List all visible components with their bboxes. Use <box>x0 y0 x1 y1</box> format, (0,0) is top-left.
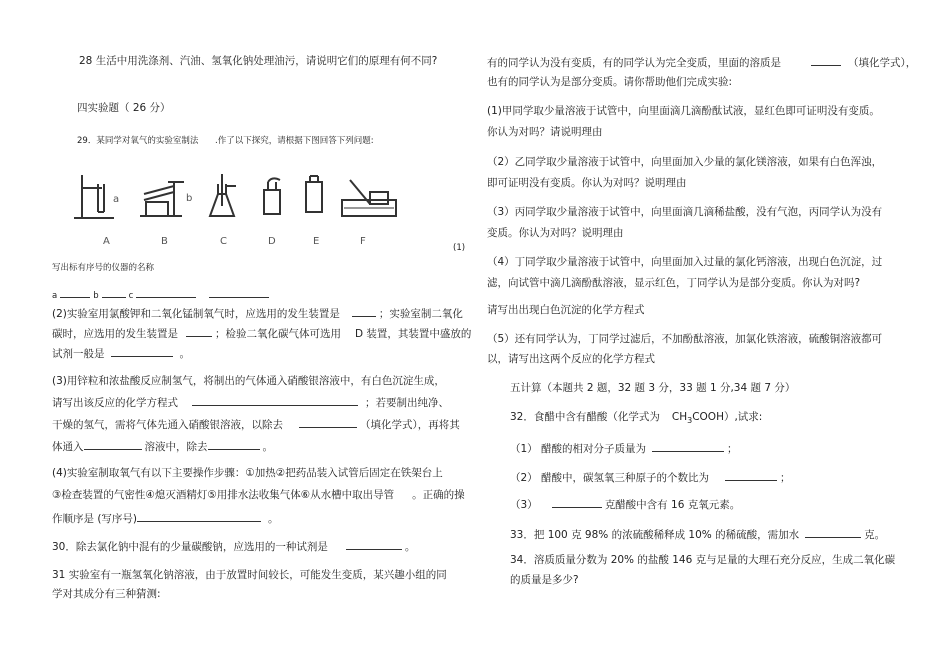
apparatus-label-d: D <box>268 236 276 247</box>
apparatus-small-label-a: a <box>113 194 120 205</box>
sub-question-1-mark: (1) <box>453 243 466 253</box>
answer-blank[interactable] <box>299 416 357 428</box>
apparatus-label-a: A <box>103 236 110 247</box>
sub-question-4-line2: ③检查装置的气密性④熄灭酒精灯⑤用排水法收集气体⑥从水槽中取出导管 。正确的操 <box>52 489 465 501</box>
question-30: 30．除去氯化钠中混有的少量碳酸钠，应选用的一种试剂是 。 <box>52 538 415 554</box>
part-4-line3: 请写出出现白色沉淀的化学方程式 <box>487 304 645 316</box>
sub-question-1-text: 写出标有序号的仪器的名称 <box>52 263 155 273</box>
answer-blank[interactable] <box>725 469 777 481</box>
apparatus-label-c: C <box>220 236 227 247</box>
apparatus-label-f: F <box>360 236 366 247</box>
question-29-part2: .作了以下探究，请根据下图回答下列问题: <box>215 136 374 146</box>
question-32: 32．食醋中含有醋酸（化学式为 $CH_3COOH$）,试求: <box>510 411 763 426</box>
answer-blank[interactable] <box>136 286 196 298</box>
apparatus-b-heating <box>140 182 184 216</box>
apparatus-f-trough <box>342 180 396 216</box>
part-5-line1: （5）还有同学认为，丁同学过滤后，不加酚酞溶液，加氯化铁溶液，硫酸铜溶液都可 <box>487 333 883 345</box>
answer-blank[interactable] <box>209 286 269 298</box>
question-32-part1: （1） 醋酸的相对分子质量为 ； <box>510 440 738 456</box>
answer-blank[interactable] <box>805 526 861 538</box>
part-4-line1: （4）丁同学取少量溶液于试管中，向里面加入过量的氯化钙溶液，出现白色沉淀，过 <box>487 256 883 268</box>
answer-blank[interactable] <box>60 286 90 298</box>
apparatus-d-bottle <box>264 178 280 214</box>
answer-blank[interactable] <box>346 538 402 550</box>
question-28: 28 生活中用洗涤剂、汽油、氢氧化钠处理油污，请说明它们的原理有何不同? <box>79 55 438 67</box>
answer-blank[interactable] <box>811 54 841 66</box>
question-33: 33．把 100 克 98% 的浓硫酸稀释成 10% 的稀硫酸，需加水 克。 <box>510 526 885 542</box>
instrument-name-row <box>52 286 272 303</box>
question-32-part3: （3） 克醋酸中含有 16 克氧元素。 <box>510 496 740 512</box>
part-1-line2: 你认为对吗？请说明理由 <box>487 126 603 138</box>
question-34-line1: 34．溶质质量分数为 20% 的盐酸 146 克与足量的大理石充分反应，生成二氧化碳 <box>510 554 896 566</box>
answer-blank[interactable] <box>552 496 602 508</box>
section-heading-calculation: 五计算（本题共 2 题，32 题 3 分，33 题 1 分,34 题 7 分） <box>510 382 796 394</box>
instrument-c-label: c <box>128 291 134 301</box>
sub-question-3-line3: 干燥的氢气，需将气体先通入硝酸银溶液，以除去 （填化学式），再将其 <box>52 416 460 432</box>
instrument-a-label: a <box>52 291 58 301</box>
apparatus-label-e: E <box>313 236 320 247</box>
part-5-line2: 以，请写出这两个反应的化学方程式 <box>487 353 655 365</box>
question-32-part2: （2） 醋酸中，碳氢氧三种原子的个数比为 ； <box>510 469 791 485</box>
apparatus-c-flask <box>210 174 236 216</box>
question-29 <box>77 134 374 148</box>
apparatus-a-stand <box>74 175 114 218</box>
part-3-line1: （3）丙同学取少量溶液于试管中，向里面滴几滴稀盐酸，没有气泡，丙同学认为没有 <box>487 206 883 218</box>
sub-question-2-line2: 碳时，应选用的发生装置是 ；检验二氧化碳气体可选用 D 装置，其装置中盛放的 <box>52 325 471 341</box>
answer-blank[interactable] <box>111 345 173 357</box>
apparatus-small-label-b: b <box>186 193 193 204</box>
answer-blank[interactable] <box>186 325 212 337</box>
instrument-b-label: b <box>93 291 99 301</box>
answer-blank[interactable] <box>137 510 261 522</box>
right-line2: 也有的同学认为是部分变质。请你帮助他们完成实验: <box>487 76 733 88</box>
question-31-line1: 31 实验室有一瓶氢氧化钠溶液，由于放置时间较长，可能发生变质，某兴趣小组的同 <box>52 569 447 581</box>
section-heading-experiment: 四实验题（ 26 分） <box>77 102 171 114</box>
answer-blank[interactable] <box>652 440 724 452</box>
part-2-line1: （2）乙同学取少量溶液于试管中，向里面加入少量的氯化镁溶液，如果有白色浑浊， <box>487 156 883 168</box>
part-3-line2: 变质。你认为对吗？说明理由 <box>487 227 624 239</box>
answer-blank[interactable] <box>102 286 126 298</box>
sub-question-4-line1: (4)实验室制取氧气有以下主要操作步骤：①加热②把药品装入试管后固定在铁架台上 <box>52 467 443 479</box>
sub-question-2-line3: 试剂一般是 。 <box>52 345 190 361</box>
apparatus-e-bottle <box>306 176 322 212</box>
answer-blank[interactable] <box>352 305 376 317</box>
sub-question-3-line2: 请写出该反应的化学方程式 ；若要制出纯净、 <box>52 394 449 410</box>
part-1-line1: (1)甲同学取少量溶液于试管中，向里面滴几滴酚酞试液，显红色即可证明没有变质。 <box>487 105 880 117</box>
question-29-part1: 29．某同学对氧气的实验室制法 <box>77 136 199 146</box>
acetic-acid-formula: $CH_3COOH$）,试求: <box>671 411 763 426</box>
apparatus-label-b: B <box>161 236 168 247</box>
sub-question-4-line3: 作顺序是 (写序号) 。 <box>52 510 279 526</box>
sub-question-3-line1: (3)用锌粒和浓盐酸反应制氢气，将制出的气体通入硝酸银溶液中，有白色沉淀生成， <box>52 375 445 387</box>
question-31-line2: 学对其成分有三种猜测: <box>52 588 161 600</box>
question-34-line2: 的质量是多少? <box>510 574 579 586</box>
sub-question-2-line1: (2)实验室用氯酸钾和二氧化锰制氧气时，应选用的发生装置是 ；实验室制二氧化 <box>52 305 463 321</box>
part-4-line2: 滤，向试管中滴几滴酚酞溶液，显示红色，丁同学认为是部分变质。你认为对吗? <box>487 277 861 289</box>
answer-blank[interactable] <box>192 394 358 406</box>
sub-question-3-line4: 体通入 溶液中，除去 。 <box>52 438 273 454</box>
answer-blank[interactable] <box>208 438 260 450</box>
answer-blank[interactable] <box>84 438 142 450</box>
part-2-line2: 即可证明没有变质。你认为对吗？说明理由 <box>487 177 687 189</box>
right-line1: 有的同学认为没有变质，有的同学认为完全变质，里面的溶质是 （填化学式）， <box>487 54 916 70</box>
apparatus-figure <box>70 170 440 230</box>
